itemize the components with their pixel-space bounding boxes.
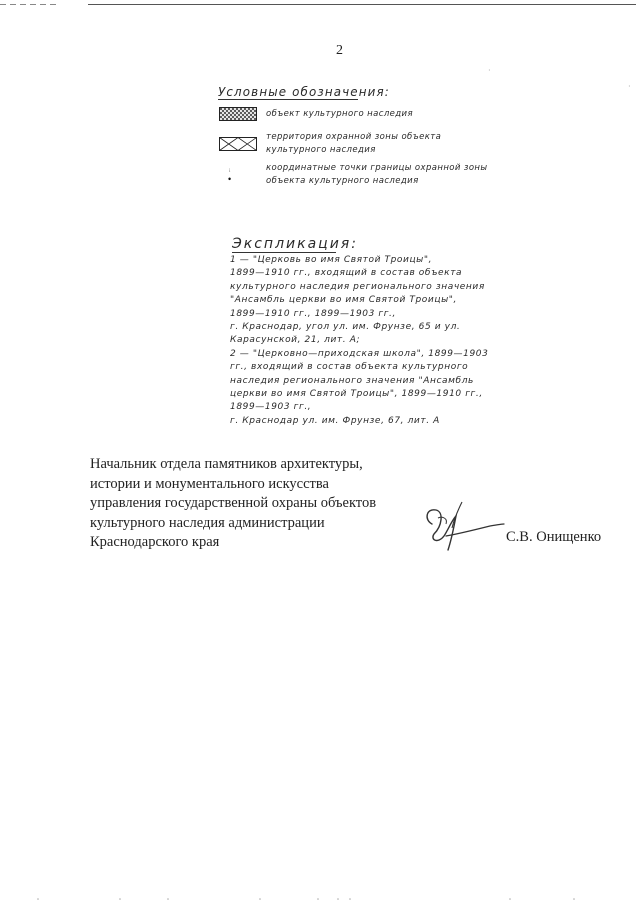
- handwritten-signature: [418, 496, 506, 556]
- crosshatch-swatch-icon: [219, 107, 257, 121]
- bottom-scan-dots: [0, 893, 640, 903]
- explication-title: Экспликация:: [232, 236, 358, 252]
- signatory-position: Начальник отдела памятников архитектуры, истории и монументального искусства управления государственной охраны объектов культурного наследия администрации Краснодарского края: [90, 456, 377, 550]
- x-box-swatch-icon: [219, 137, 257, 151]
- signatory-name: С.В. Онищенко: [506, 529, 602, 545]
- point-marker-icon: ᵢ: [229, 163, 231, 173]
- page-number: 2: [336, 43, 343, 58]
- point-dot-icon: •: [228, 174, 232, 184]
- top-rule: [88, 4, 636, 5]
- explication-text: 1 — "Церковь во имя Святой Троицы", 1899—1910 гг., входящий в состав объекта культурного наследия регионального значения "Ансамбль церкви во имя Святой Троицы", 1899—1910 гг., 1899—1903 гг., г. Краснодар, угол ул. им. Фрунзе, 65 и ул. Карасунской, 21, лит. А; 2 — "Церковно—приходская школа", 1899—1903 гг., входящий в состав объекта культурного наследия регионального значения "Ансамбль церкви во имя Святой Троицы", 1899—1910 гг., 1899—1903 гг., г. Краснодар ул. им. Фрунзе, 67, лит. А: [230, 255, 489, 426]
- explication-title-underline: [232, 252, 336, 253]
- scan-mark: ·: [488, 66, 491, 75]
- legend-title-underline: [218, 99, 358, 100]
- scan-mark: ·: [628, 82, 631, 91]
- legend-item-coordinate-points: координатные точки границы охранной зоны объекта культурного наследия: [266, 163, 488, 186]
- legend-item-protection-zone: территория охранной зоны объекта культурного наследия: [266, 132, 442, 155]
- legend-title: Условные обозначения:: [218, 84, 390, 99]
- legend-item-heritage-object: объект культурного наследия: [266, 109, 413, 119]
- top-dashed-rule: [0, 4, 60, 5]
